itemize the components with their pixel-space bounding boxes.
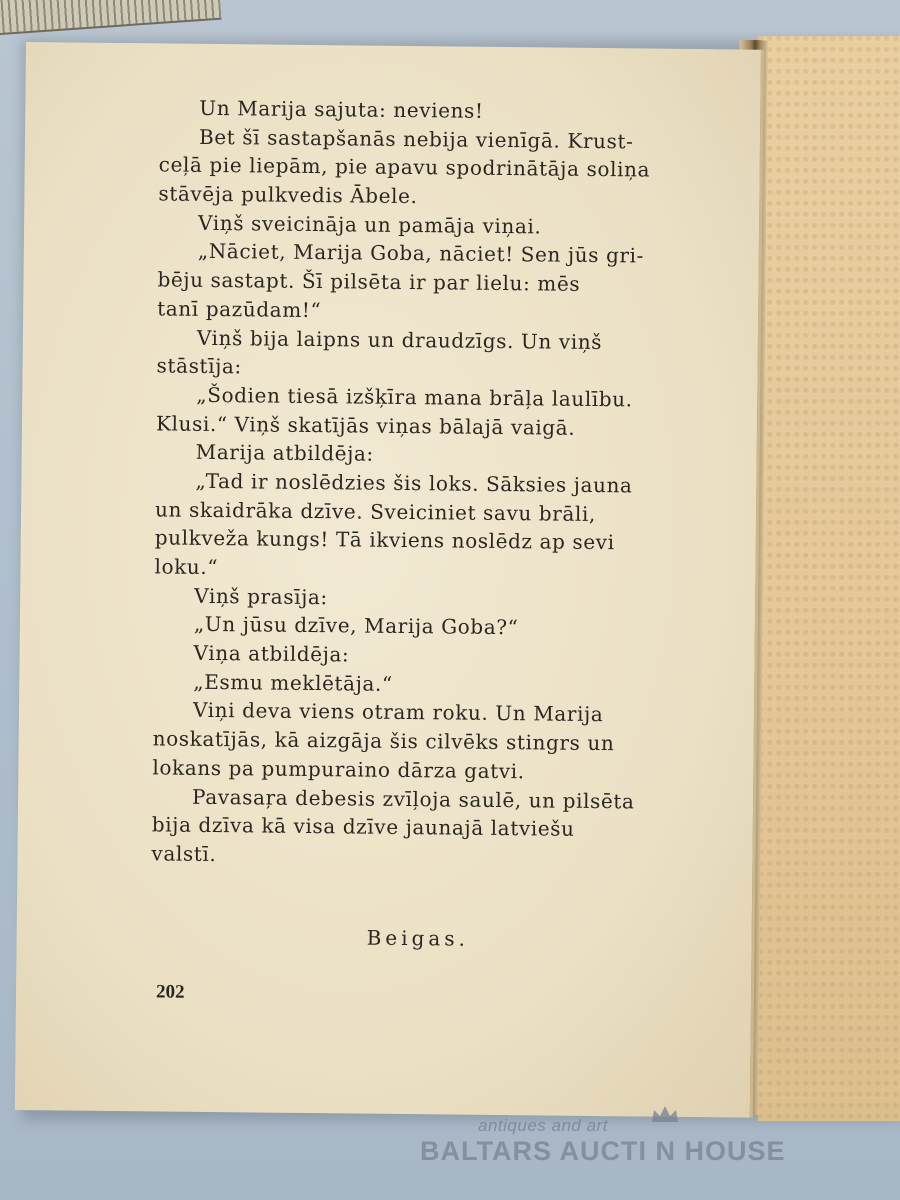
text-line: Klusi.“ Viņš skatījās viņas bālajā vaigā. — [155, 410, 576, 440]
text-line: lokans pa pumpuraino dārza gatvi. — [152, 755, 525, 784]
watermark-brand: BALTARS AUCTI N HOUSE — [420, 1136, 786, 1166]
ending-label: Beigas. — [366, 925, 470, 951]
text-line: loku.“ — [154, 554, 219, 580]
text-line: „Šodien tiesā izšķīra mana brāļa laulību. — [196, 382, 633, 412]
text-line: Viņš sveicināja un pamāja viņai. — [197, 210, 542, 239]
book-cover-edge — [758, 36, 900, 1121]
text-line: „Nāciet, Marija Goba, nāciet! Sen jūs gri- — [197, 239, 645, 268]
book-page — [15, 42, 764, 1118]
text-line: Un Marija sajuta: neviens! — [199, 95, 484, 123]
text-line: Bet šī sastapšanās nebija vienīgā. Krust- — [198, 124, 634, 154]
auction-watermark — [420, 1112, 820, 1182]
text-line: Viņi deva viens otram roku. Un Marija — [192, 698, 604, 727]
ruler — [0, 0, 221, 36]
text-line: valstī. — [151, 841, 217, 866]
text-line: un skaidrāka dzīve. Sveiciniet savu brāli, — [154, 497, 597, 526]
text-line: bēju sastapt. Šī pilsēta ir par lielu: mēs — [157, 267, 581, 296]
text-line: pulkveža kungs! Tā ikviens noslēdz ap sevi — [154, 525, 615, 555]
text-line: tanī pazūdam!“ — [157, 296, 322, 322]
page-number: 202 — [155, 981, 185, 1003]
text-line: Viņš prasīja: — [194, 583, 328, 609]
text-line: Viņš bija laipns un draudzīgs. Un viņš — [196, 325, 603, 354]
text-line: Pavasaŗa debesis zvīļoja saulē, un pilsēta — [191, 784, 635, 813]
text-line: Marija atbildēja: — [195, 440, 374, 466]
crown-icon — [650, 1104, 680, 1124]
watermark-tagline: antiques and art — [478, 1116, 608, 1135]
text-line: noskatījās, kā aizgāja šis cilvēks stingrs un — [152, 726, 615, 756]
text-line: „Un jūsu dzīve, Marija Goba?“ — [193, 612, 519, 640]
page-text — [151, 93, 699, 873]
text-line: „Esmu meklētāja.“ — [193, 669, 393, 696]
text-line: Viņa atbildēja: — [193, 640, 350, 667]
text-line: „Tad ir noslēdzies šis loks. Sāksies jauna — [195, 468, 633, 498]
text-line: stāstīja: — [156, 353, 242, 379]
text-line: ceļā pie liepām, pie apavu spodrinātāja soliņa — [158, 152, 651, 182]
text-line: bija dzīva kā visa dzīve jaunajā latviešu — [151, 812, 575, 841]
text-line: stāvēja pulkvedis Ābele. — [158, 181, 418, 209]
